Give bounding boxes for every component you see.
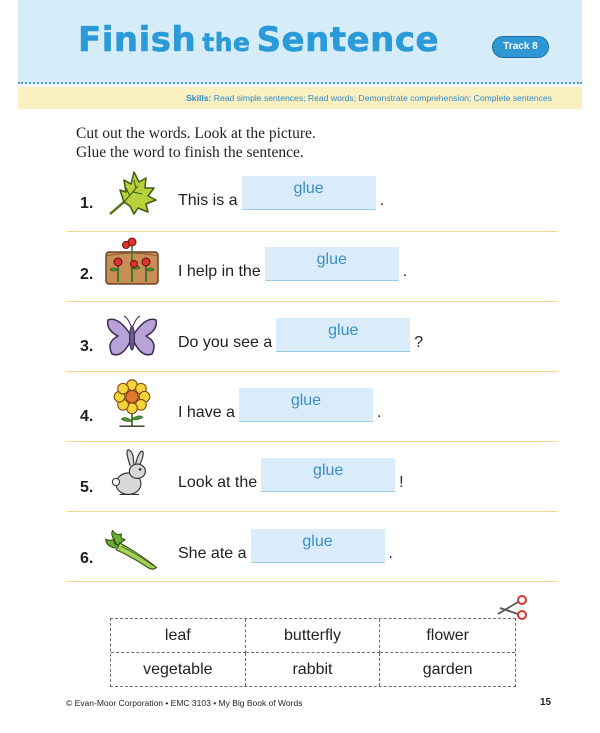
instruction-line-1: Cut out the words. Look at the picture.: [76, 125, 316, 142]
skills-text: Read simple sentences; Read words; Demonstrate comprehension; Complete sentences: [213, 93, 552, 103]
row-divider: [66, 581, 558, 582]
sentence-row-6: [66, 512, 558, 582]
skills-bar: [18, 87, 582, 109]
glue-label: glue: [313, 462, 344, 479]
butterfly-icon: [104, 312, 160, 362]
cut-word-card[interactable]: leaf: [111, 619, 246, 653]
title-word-sentence: Sentence: [256, 20, 440, 60]
sentence-end: .: [379, 192, 385, 209]
leaf-icon: [104, 168, 160, 218]
sentence-row-5: [66, 442, 558, 512]
sentence: [178, 247, 407, 281]
row-number: 4.: [80, 408, 94, 425]
sentence-row-3: [66, 302, 558, 372]
cut-word-card[interactable]: vegetable: [111, 653, 246, 686]
row-number: 3.: [80, 338, 94, 355]
header-divider: [18, 82, 582, 84]
cut-word-card[interactable]: flower: [380, 619, 515, 653]
sentence-start: I have a: [178, 404, 235, 421]
track-badge: Track 8: [492, 36, 549, 58]
sentence-start: She ate a: [178, 545, 247, 562]
glue-box[interactable]: [242, 176, 376, 210]
cut-word-card[interactable]: rabbit: [246, 653, 381, 686]
cut-word-card[interactable]: garden: [422, 661, 473, 678]
sentence: [178, 529, 393, 563]
celery-icon: [104, 524, 160, 574]
glue-box[interactable]: [276, 318, 410, 352]
page-number: 15: [540, 697, 552, 708]
sentence-row-2: [66, 232, 558, 302]
row-number: 1.: [80, 195, 94, 212]
skills-label: Skills:: [186, 93, 212, 103]
sentence-end: ?: [414, 334, 424, 351]
sentence-row-1: [66, 162, 558, 232]
cut-word-card[interactable]: butterfly: [246, 619, 381, 653]
glue-label: glue: [328, 322, 359, 339]
glue-box[interactable]: [251, 529, 385, 563]
instructions: [76, 124, 316, 162]
sentence-start: I help in the: [178, 263, 261, 280]
title-word-the: the: [202, 28, 251, 57]
sentence: [178, 318, 423, 352]
sentence: [178, 176, 384, 210]
row-number: 5.: [80, 479, 94, 496]
cut-out-words: [110, 618, 516, 687]
instruction-line-2: Glue the word to finish the sentence.: [76, 144, 304, 161]
sentence-end: !: [399, 474, 404, 491]
sentence-end: .: [376, 404, 382, 421]
row-number: 6.: [80, 550, 94, 567]
sentence-row-4: [66, 372, 558, 442]
sentence-start: This is a: [178, 192, 238, 209]
glue-label: glue: [293, 180, 324, 197]
scissors-icon: [496, 594, 528, 620]
glue-box[interactable]: [239, 388, 373, 422]
glue-box[interactable]: [261, 458, 395, 492]
title-word-finish: Finish: [78, 20, 197, 60]
garden-icon: [104, 236, 160, 286]
sentence-end: .: [402, 263, 408, 280]
glue-label: glue: [316, 251, 347, 268]
sentence-end: .: [388, 545, 393, 562]
flower-icon: [104, 378, 160, 428]
page-title: [78, 20, 439, 60]
rabbit-icon: [104, 448, 160, 498]
glue-label: glue: [290, 392, 322, 409]
sentence: [178, 388, 381, 422]
sentence-start: Do you see a: [178, 334, 273, 351]
sentence-start: Look at the: [178, 474, 258, 491]
sentence: [178, 458, 404, 492]
glue-box[interactable]: [265, 247, 399, 281]
footer-credit: © Evan-Moor Corporation • EMC 3103 • My Big Book of Words: [66, 698, 303, 708]
row-number: 2.: [80, 266, 94, 283]
glue-label: glue: [302, 533, 333, 550]
